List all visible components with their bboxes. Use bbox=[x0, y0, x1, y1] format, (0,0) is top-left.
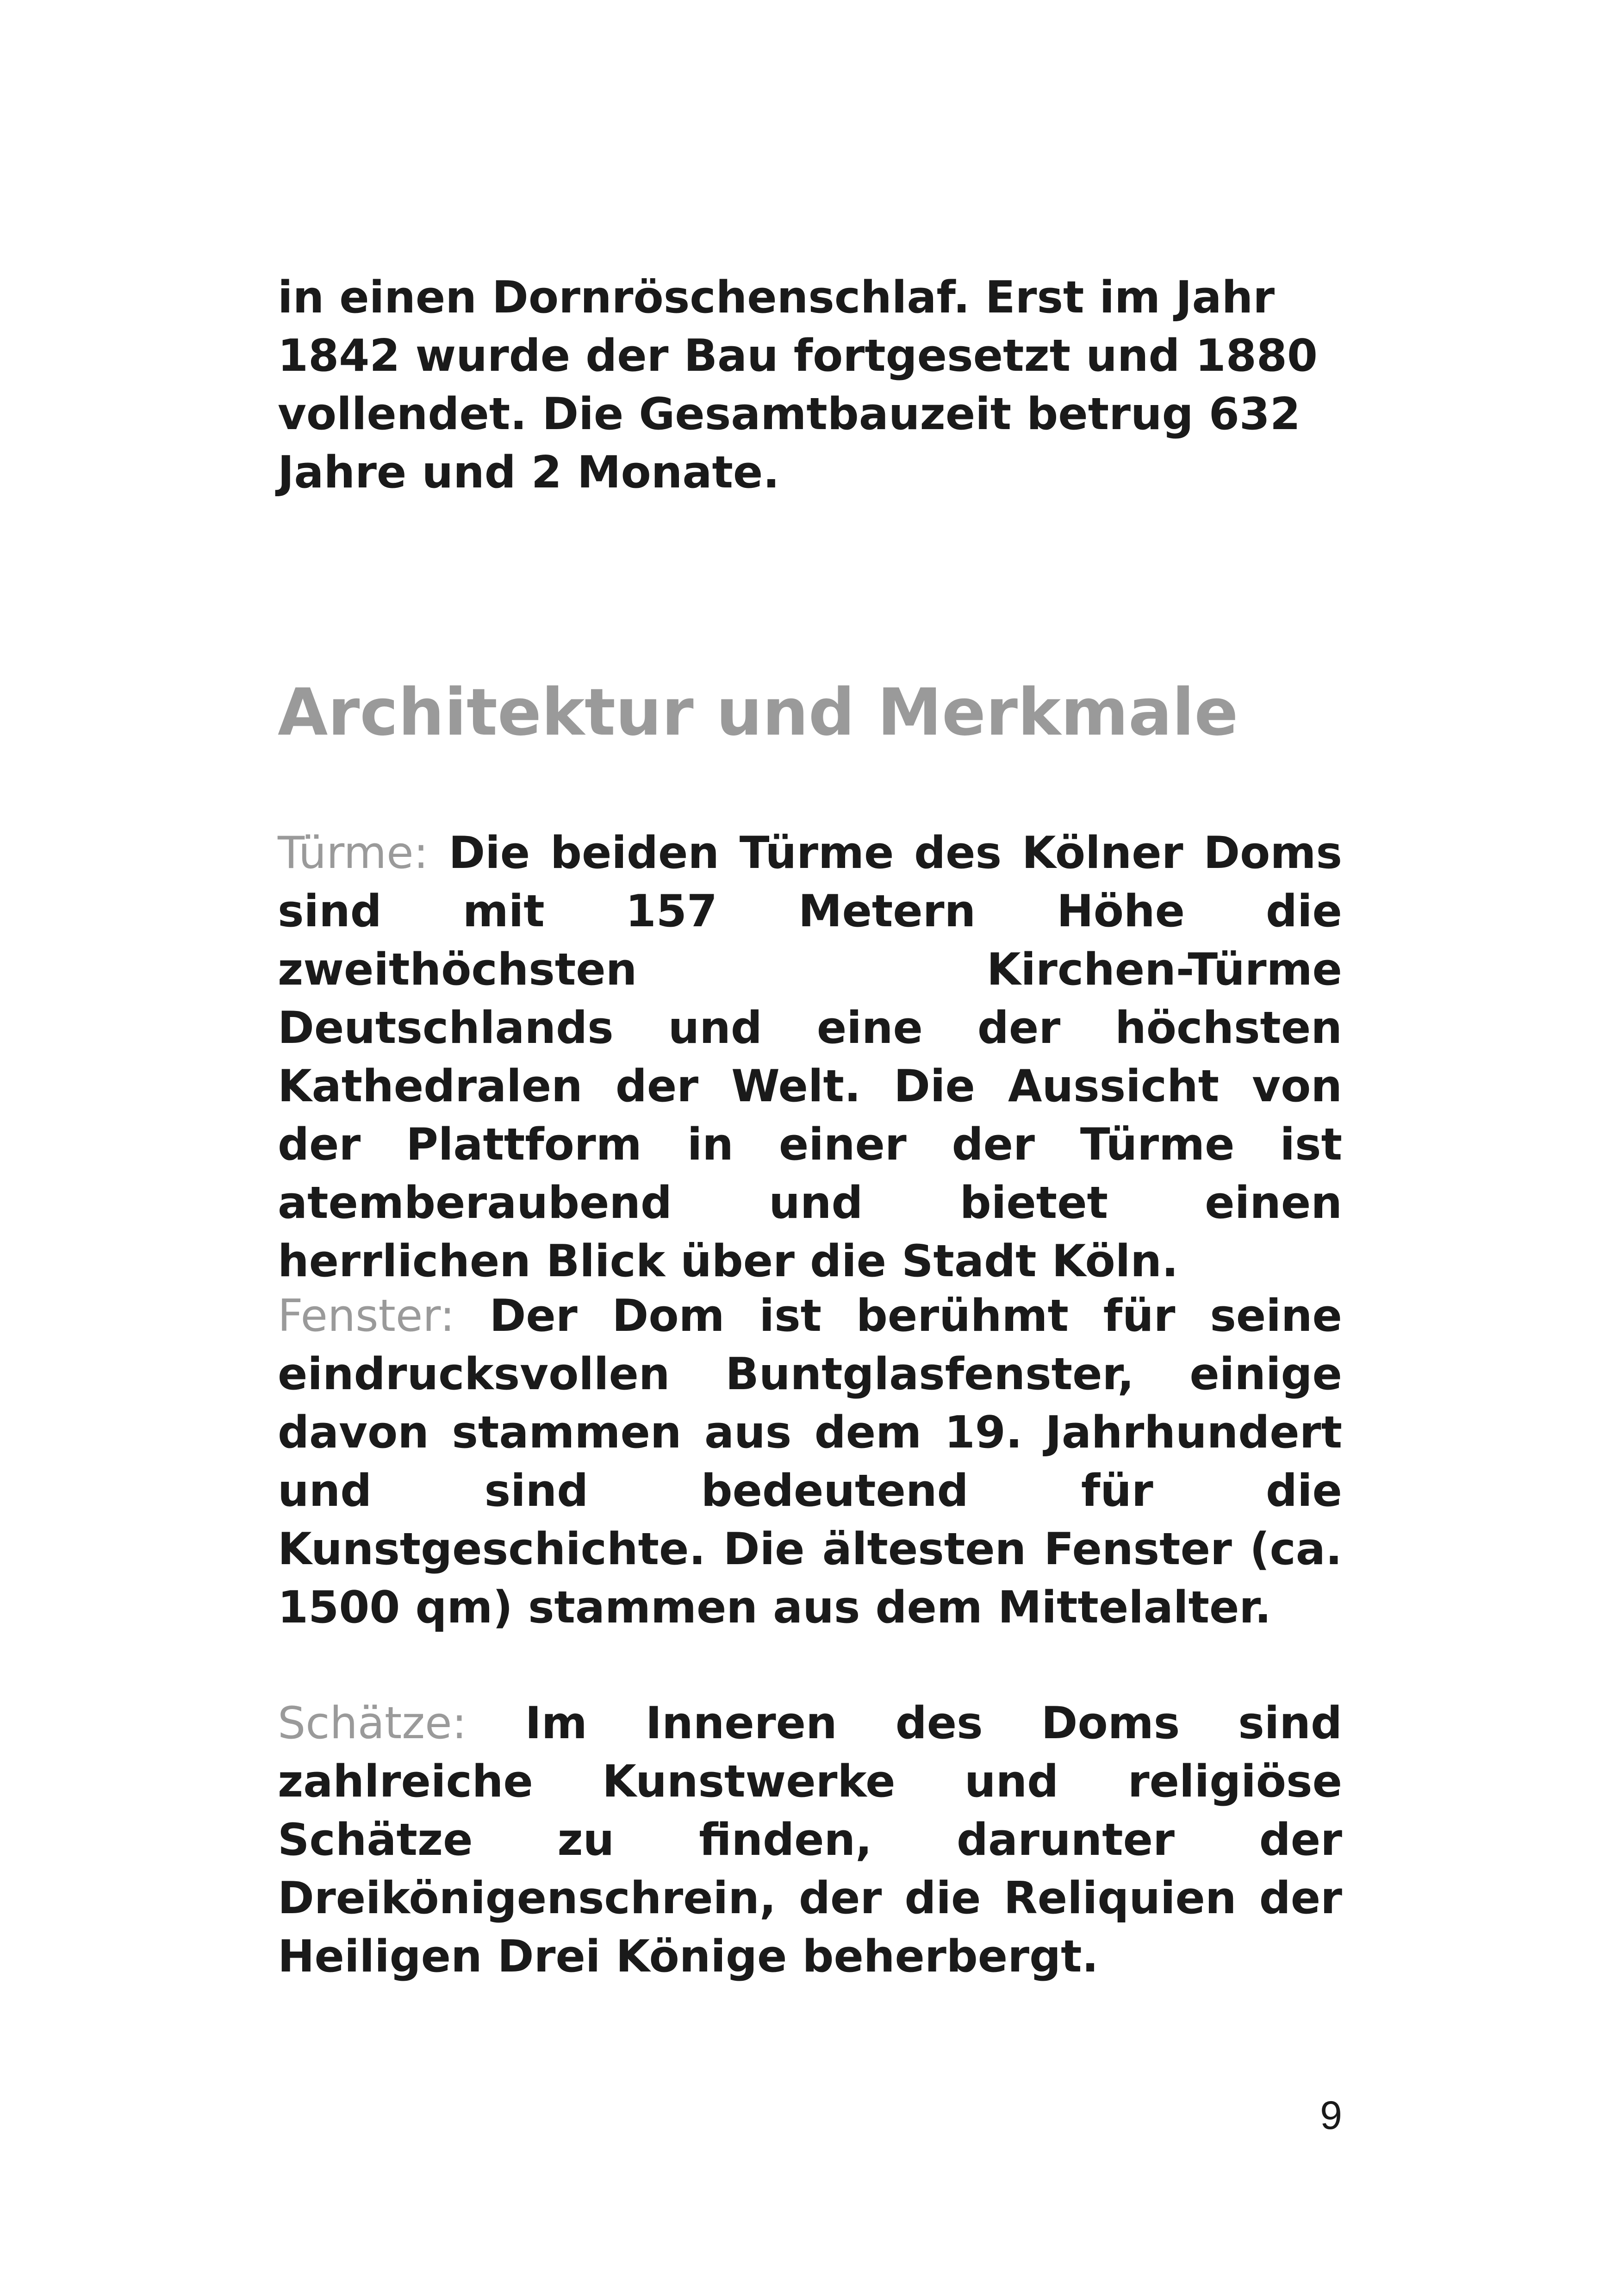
paragraph-text: Im Inneren des Doms sind zahlreiche Kunstwerke und religiöse Schätze zu finden, darunter der Dreikönigenschrein, der die Reliquien der Heiligen Drei Könige beherbergt. bbox=[278, 1698, 1343, 1982]
paragraph-label: Fenster: bbox=[278, 1291, 455, 1341]
page-number: 9 bbox=[1320, 2093, 1342, 2138]
paragraph-label: Schätze: bbox=[278, 1698, 467, 1749]
paragraph-label: Türme: bbox=[278, 828, 429, 879]
paragraph-text: Der Dom ist berühmt für seine eindrucksvollen Buntglasfenster, einige davon stammen aus dem 19. Jahrhundert und sind bedeutend für die Kunstgeschichte. Die ältesten Fenster (ca. 1500 qm) stammen aus dem Mittelalter. bbox=[278, 1291, 1342, 1633]
paragraph-schaetze bbox=[278, 1694, 1342, 1986]
paragraph-tuerme bbox=[278, 824, 1342, 1291]
section-heading: Architektur und Merkmale bbox=[278, 675, 1238, 750]
paragraph-text: Die beiden Türme des Kölner Doms sind mit 157 Metern Höhe die zweithöchsten Kirchen-Türme Deutschlands und eine der höchsten Kathedralen der Welt. Die Aussicht von der Plattform in einer der Türme ist atemberaubend und bietet einen herrlichen Blick über die Stadt Köln. bbox=[278, 828, 1342, 1287]
paragraph-fenster bbox=[278, 1287, 1342, 1637]
intro-text: in einen Dornröschenschlaf. Erst im Jahr 1842 wurde der Bau fortgesetzt und 1880 vollendet. Die Gesamtbauzeit betrug 632 Jahre und 2 Monate. bbox=[278, 272, 1318, 498]
intro-paragraph bbox=[278, 268, 1342, 502]
